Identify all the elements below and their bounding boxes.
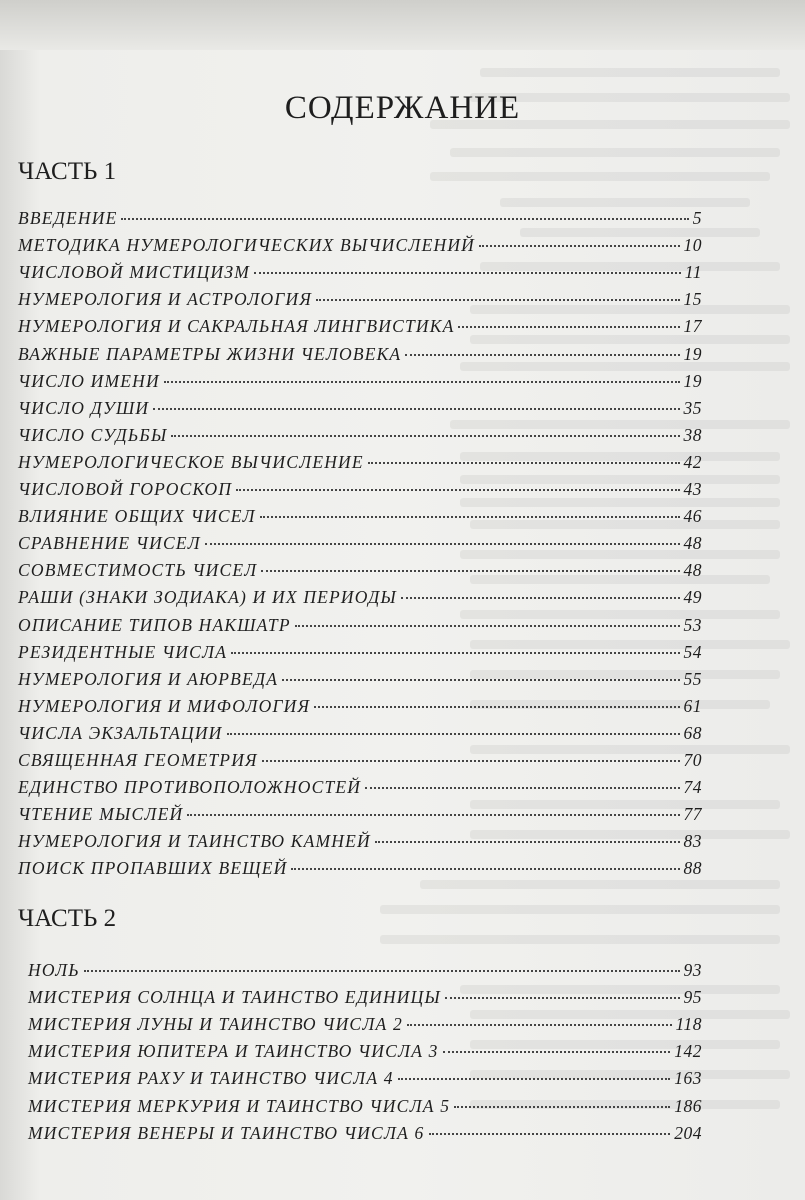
toc-entry-title: МИСТЕРИЯ МЕРКУРИЯ И ТАИНСТВО ЧИСЛА 5	[28, 1095, 451, 1116]
toc-entry-page: 48	[683, 560, 702, 581]
toc-entry-page: 53	[683, 614, 702, 635]
toc-leader-dots	[227, 733, 680, 735]
toc-leader-dots	[405, 354, 679, 356]
toc-entry-title: ЧИСЛА ЭКЗАЛЬТАЦИИ	[18, 722, 223, 743]
toc-leader-dots	[171, 435, 679, 437]
toc-entry-page: 95	[683, 987, 702, 1008]
toc-leader-dots	[254, 272, 681, 274]
toc-leader-dots	[398, 1078, 671, 1080]
toc-entry	[18, 696, 702, 722]
toc-entry-page: 186	[674, 1095, 702, 1116]
toc-entry	[18, 344, 702, 370]
toc-leader-dots	[205, 543, 680, 545]
toc-leader-dots	[375, 841, 680, 843]
toc-entry-page: 43	[683, 479, 702, 499]
toc-leader-dots	[164, 381, 680, 383]
toc-entry-page: 83	[683, 831, 702, 852]
toc-leader-dots	[401, 597, 680, 599]
toc-entry-title: МИСТЕРИЯ ВЕНЕРЫ И ТАИНСТВО ЧИСЛА 6	[28, 1122, 425, 1143]
toc-entry-title: ВЛИЯНИЕ ОБЩИХ ЧИСЕЛ	[18, 506, 256, 527]
toc-entry	[18, 371, 702, 397]
toc-leader-dots	[368, 462, 680, 464]
toc-entry-page: 15	[683, 289, 702, 310]
toc-entry	[18, 452, 702, 478]
toc-entry	[18, 235, 702, 261]
page-title: СОДЕРЖАНИЕ	[284, 90, 521, 126]
toc-entry-page: 204	[674, 1122, 702, 1143]
toc-entry-page: 68	[683, 722, 702, 743]
toc-entry-page: 142	[674, 1041, 702, 1062]
toc-entry-title: СОВМЕСТИМОСТЬ ЧИСЕЛ	[18, 560, 258, 581]
toc-entry-title: МИСТЕРИЯ ЮПИТЕРА И ТАИНСТВО ЧИСЛА 3	[28, 1041, 439, 1062]
toc-entry	[18, 804, 702, 830]
toc-entry	[18, 479, 702, 505]
toc-leader-dots	[262, 760, 680, 762]
toc-entry-page: 35	[683, 397, 702, 418]
toc-leader-dots	[236, 489, 679, 491]
toc-leader-dots	[365, 787, 679, 789]
toc-leader-dots	[314, 706, 679, 708]
toc-entry-title: СРАВНЕНИЕ ЧИСЕЛ	[18, 533, 201, 554]
part2-heading: ЧАСТЬ 2	[18, 905, 117, 932]
toc-entry-page: 93	[683, 960, 702, 980]
toc-entry	[18, 642, 702, 668]
toc-entry-title: РАШИ (ЗНАКИ ЗОДИАКА) И ИХ ПЕРИОДЫ	[18, 587, 397, 608]
toc-entry-title: НУМЕРОЛОГИЯ И ТАИНСТВО КАМНЕЙ	[18, 831, 371, 852]
toc-entry-page: 11	[684, 262, 702, 283]
toc-entry	[18, 425, 702, 451]
toc-entry-title: НУМЕРОЛОГИЯ И МИФОЛОГИЯ	[18, 695, 311, 716]
toc-entry	[28, 987, 702, 1013]
toc-leader-dots	[479, 245, 679, 247]
toc-entry	[18, 316, 702, 342]
toc-entry-page: 54	[683, 641, 702, 662]
toc-entry-title: ОПИСАНИЕ ТИПОВ НАКШАТР	[18, 614, 291, 635]
toc-entry-page: 19	[683, 370, 702, 391]
toc-entry	[18, 669, 702, 695]
toc-entry-title: МИСТЕРИЯ ЛУНЫ И ТАИНСТВО ЧИСЛА 2	[28, 1014, 403, 1035]
toc-entry-title: РЕЗИДЕНТНЫЕ ЧИСЛА	[18, 641, 228, 662]
toc-entry-page: 46	[683, 506, 702, 527]
toc-leader-dots	[316, 299, 679, 301]
toc-entry-page: 10	[683, 235, 702, 256]
toc-leader-dots	[282, 679, 679, 681]
toc-entry	[18, 289, 702, 315]
toc-entry-title: ЕДИНСТВО ПРОТИВОПОЛОЖНОСТЕЙ	[18, 777, 362, 798]
toc-entry-title: ЧИСЛО ДУШИ	[18, 397, 150, 418]
toc-entry	[28, 1123, 702, 1149]
toc-entry-title: МИСТЕРИЯ РАХУ И ТАИНСТВО ЧИСЛА 4	[28, 1068, 394, 1089]
toc-entry	[18, 262, 702, 288]
toc-leader-dots	[407, 1024, 672, 1026]
toc-entry-page: 163	[674, 1068, 702, 1089]
toc-entry-title: НОЛЬ	[28, 960, 80, 980]
toc-leader-dots	[458, 326, 679, 328]
toc-entry	[28, 1041, 702, 1067]
toc-leader-dots	[429, 1133, 671, 1135]
toc-entry-page: 70	[683, 750, 702, 770]
toc-leader-dots	[291, 868, 679, 870]
toc-leader-dots	[260, 516, 680, 518]
toc-entry-title: НУМЕРОЛОГИЯ И САКРАЛЬНАЯ ЛИНГВИСТИКА	[18, 316, 455, 337]
toc-leader-dots	[454, 1106, 670, 1108]
toc-entry-title: ВВЕДЕНИЕ	[18, 208, 118, 228]
toc-entry-page: 42	[683, 451, 702, 472]
toc-entry-page: 77	[683, 804, 702, 825]
toc-leader-dots	[445, 997, 680, 999]
toc-entry	[18, 398, 702, 424]
toc-leader-dots	[443, 1051, 671, 1053]
toc-entry	[18, 831, 702, 857]
toc-entry-title: ЧИСЛО СУДЬБЫ	[18, 424, 168, 445]
toc-entry	[18, 533, 702, 559]
toc-entry-page: 88	[683, 858, 702, 879]
toc-entry	[18, 723, 702, 749]
toc-entry-page: 74	[683, 777, 702, 798]
part1-heading: ЧАСТЬ 1	[18, 158, 117, 185]
toc-entry-title: ВАЖНЫЕ ПАРАМЕТРЫ ЖИЗНИ ЧЕЛОВЕКА	[18, 343, 402, 364]
toc-entry-title: ЧИСЛО ИМЕНИ	[18, 370, 160, 391]
toc-leader-dots	[231, 652, 679, 654]
toc-entry	[28, 1096, 702, 1122]
toc-entry-page: 61	[683, 695, 702, 716]
toc-entry	[28, 960, 702, 986]
toc-entry-page: 19	[683, 343, 702, 364]
toc-entry	[18, 506, 702, 532]
toc-entry-page: 48	[683, 533, 702, 554]
toc-entry-page: 55	[683, 668, 702, 689]
toc-entry-title: МЕТОДИКА НУМЕРОЛОГИЧЕСКИХ ВЫЧИСЛЕНИЙ	[18, 235, 476, 256]
toc-entry-title: НУМЕРОЛОГИЯ И АЮРВЕДА	[18, 668, 279, 689]
toc-leader-dots	[121, 218, 688, 220]
toc-entry-page: 118	[675, 1014, 702, 1035]
toc-leader-dots	[295, 625, 680, 627]
toc-entry-page: 5	[692, 208, 702, 228]
toc-leader-dots	[261, 570, 679, 572]
toc-entry	[18, 208, 702, 234]
toc-leader-dots	[153, 408, 679, 410]
toc-entry	[18, 858, 702, 884]
toc-entry-title: ЧИСЛОВОЙ ГОРОСКОП	[18, 479, 233, 499]
toc-entry-page: 17	[683, 316, 702, 337]
toc-entry-page: 38	[683, 424, 702, 445]
toc-leader-dots	[84, 970, 680, 972]
toc-entry	[18, 750, 702, 776]
toc-entry-title: МИСТЕРИЯ СОЛНЦА И ТАИНСТВО ЕДИНИЦЫ	[28, 987, 441, 1008]
toc-entry	[28, 1068, 702, 1094]
toc-entry	[28, 1014, 702, 1040]
toc-entry-title: НУМЕРОЛОГИЧЕСКОЕ ВЫЧИСЛЕНИЕ	[18, 451, 364, 472]
page-top-shadow	[0, 0, 805, 50]
toc-entry-title: ПОИСК ПРОПАВШИХ ВЕЩЕЙ	[18, 858, 288, 879]
toc-entry	[18, 777, 702, 803]
toc-entry	[18, 587, 702, 613]
toc-entry-title: ЧИСЛОВОЙ МИСТИЦИЗМ	[18, 262, 250, 283]
toc-entry-title: ЧТЕНИЕ МЫСЛЕЙ	[18, 804, 184, 825]
toc-leader-dots	[187, 814, 679, 816]
toc-entry	[18, 560, 702, 586]
toc-entry-page: 49	[683, 587, 702, 608]
toc-entry	[18, 615, 702, 641]
toc-entry-title: НУМЕРОЛОГИЯ И АСТРОЛОГИЯ	[18, 289, 313, 310]
toc-entry-title: СВЯЩЕННАЯ ГЕОМЕТРИЯ	[18, 750, 258, 770]
